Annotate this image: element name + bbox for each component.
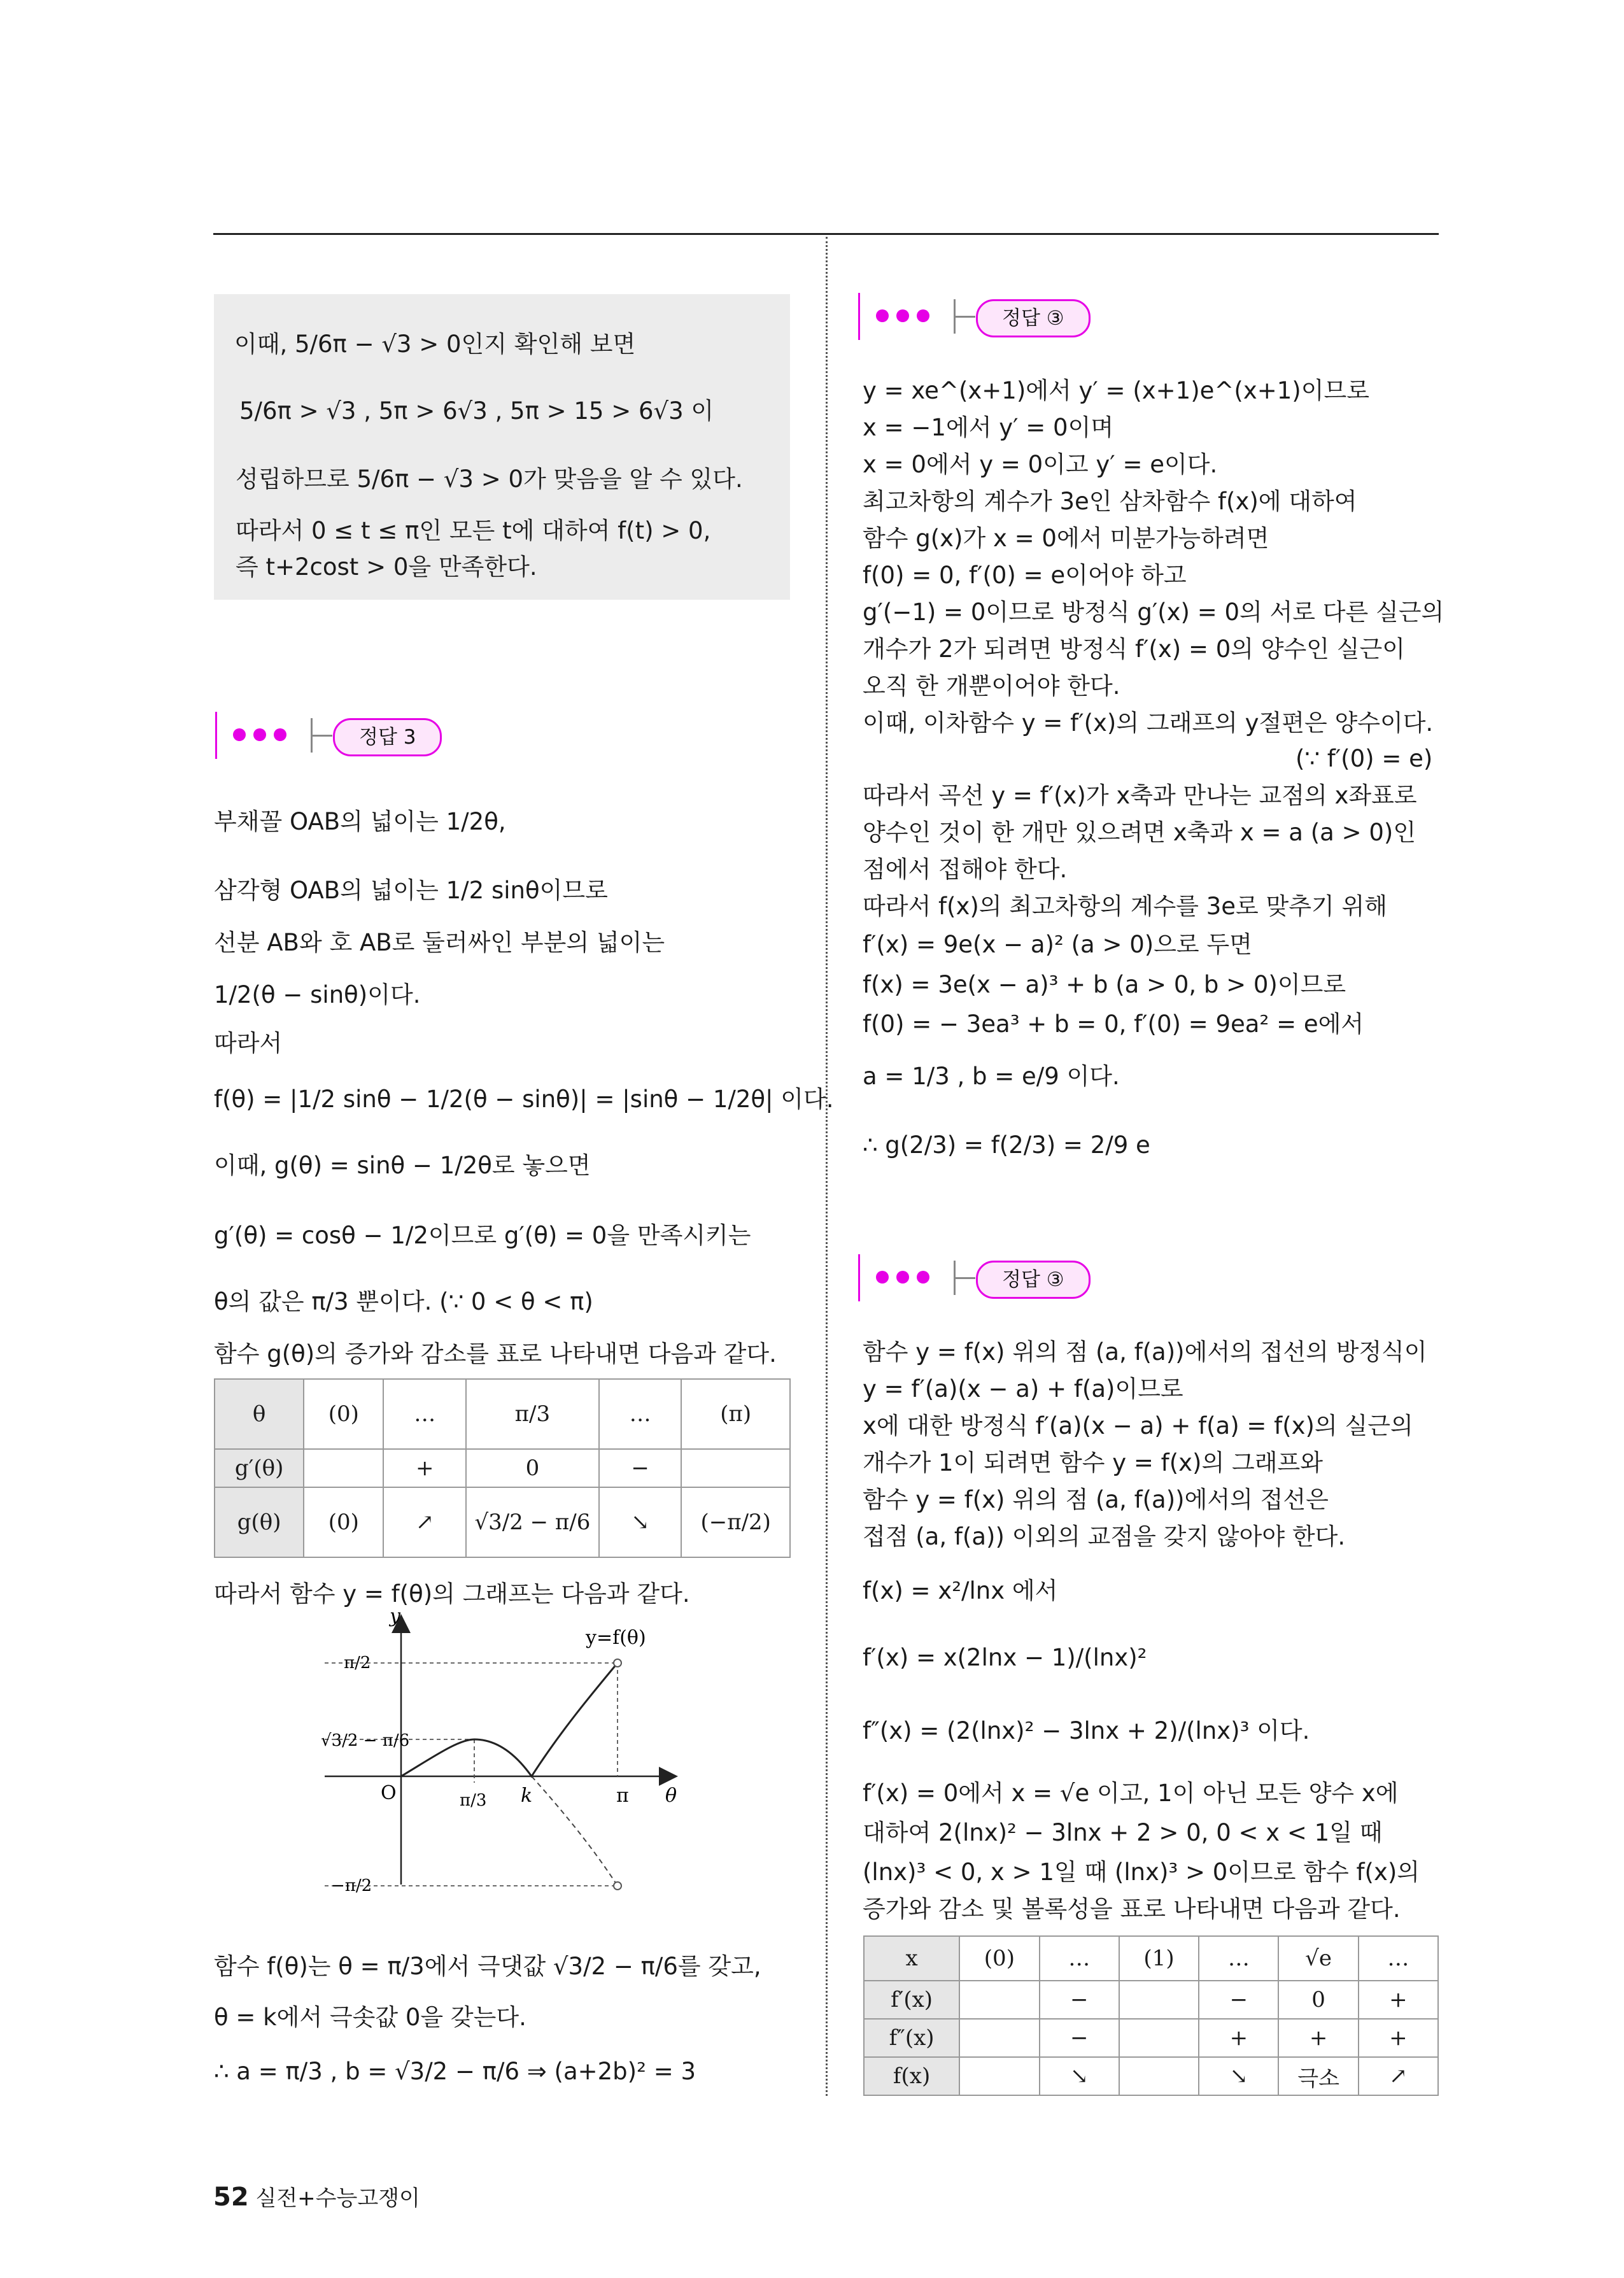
origin-label: O: [381, 1782, 397, 1804]
g-curve-dashed: [532, 1776, 618, 1886]
g-theta-table: [214, 1378, 791, 1558]
table-cell: −: [1040, 2019, 1119, 2057]
solution-line: f′(x) = 9e(x − a)² (a > 0)으로 두면: [863, 931, 1252, 958]
table-cell: θ: [215, 1379, 304, 1449]
table-cell: (π): [681, 1379, 790, 1449]
answer-dot: [917, 309, 929, 322]
answer-connector: [955, 1277, 975, 1279]
solution-line: f(0) = − 3ea³ + b = 0, f′(0) = 9ea² = e에서: [863, 1010, 1364, 1038]
solution-line: 따라서 곡선 y = f′(x)가 x축과 만나는 교점의 x좌표로: [863, 782, 1417, 809]
solution-line-10: 함수 g(θ)의 증가와 감소를 표로 나타내면 다음과 같다.: [214, 1340, 777, 1368]
solution-line: y = xe^(x+1)에서 y′ = (x+1)e^(x+1)이므로: [863, 377, 1369, 404]
table-cell: 극소: [1278, 2057, 1358, 2095]
solution-line: x에 대한 방정식 f′(a)(x − a) + f(a) = f(x)의 실근의: [863, 1412, 1413, 1440]
answer-header-right-1: [858, 293, 1126, 340]
solution-line: 함수 y = f(x) 위의 점 (a, f(a))에서의 접선은: [863, 1486, 1329, 1513]
box-line-1: 이때, 5/6π − √3 > 0인지 확인해 보면: [234, 330, 636, 358]
x-tick-1: π/3: [460, 1791, 487, 1810]
table-row: [864, 1981, 1438, 2019]
box-line-3: 성립하므로 5/6π − √3 > 0가 맞음을 알 수 있다.: [236, 465, 743, 493]
table-cell: …: [1359, 1936, 1438, 1981]
solution-line-2: 삼각형 OAB의 넓이는 1/2 sinθ이므로: [214, 877, 608, 904]
table-cell: [959, 2019, 1039, 2057]
solution-line-8: g′(θ) = cosθ − 1/2이므로 g′(θ) = 0을 만족시키는: [214, 1222, 751, 1249]
table-row: [215, 1379, 790, 1449]
box-line-4: 따라서 0 ≤ t ≤ π인 모든 t에 대하여 f(t) > 0,: [236, 517, 711, 544]
curve-label: y=f(θ): [586, 1627, 646, 1649]
answer-badge: 정답 3: [333, 718, 442, 756]
table-row: [864, 2057, 1438, 2095]
solution-line: g′(−1) = 0이므로 방정식 g′(x) = 0의 서로 다른 실근의: [863, 598, 1444, 626]
conclusion-line-1: 함수 f(θ)는 θ = π/3에서 극댓값 √3/2 − π/6를 갖고,: [214, 1953, 761, 1980]
f-curve: [401, 1663, 618, 1776]
open-endpoint: [614, 1882, 621, 1890]
f-theta-graph: [306, 1604, 700, 1897]
solution-line-7: 이때, g(θ) = sinθ − 1/2θ로 놓으면: [214, 1152, 591, 1179]
table-cell: 0: [466, 1449, 599, 1487]
table-cell: +: [1359, 2019, 1438, 2057]
answer-bar: [858, 1254, 860, 1301]
table-cell: ↗: [383, 1487, 466, 1557]
table-cell: …: [599, 1379, 682, 1449]
answer-badge: 정답 ③: [976, 1261, 1091, 1299]
solution-line: f′(x) = 0에서 x = √e 이고, 1이 아닌 모든 양수 x에: [863, 1779, 1399, 1807]
solution-line: 대하여 2(lnx)² − 3lnx + 2 > 0, 0 < x < 1일 때: [863, 1819, 1383, 1846]
solution-line: 함수 y = f(x) 위의 점 (a, f(a))에서의 접선의 방정식이: [863, 1338, 1427, 1366]
table-row: [864, 2019, 1438, 2057]
answer-dot: [253, 728, 266, 741]
column-separator: [826, 237, 828, 2096]
table-cell: √e: [1278, 1936, 1358, 1981]
table-cell: f(x): [864, 2057, 959, 2095]
solution-line: 오직 한 개뿐이어야 한다.: [863, 672, 1120, 700]
solution-line-6: f(θ) = |1/2 sinθ − 1/2(θ − sinθ)| = |sinθ − 1/2θ| 이다.: [214, 1086, 834, 1113]
table-cell: 0: [1278, 1981, 1358, 2019]
conclusion-line-2: θ = k에서 극솟값 0을 갖는다.: [214, 2004, 526, 2031]
axis-label-y: y: [390, 1605, 400, 1627]
table-cell: [1119, 2019, 1199, 2057]
table-cell: +: [383, 1449, 466, 1487]
axis-label-x: θ: [665, 1785, 677, 1807]
solution-line: 개수가 2가 되려면 방정식 f′(x) = 0의 양수인 실근이: [863, 635, 1405, 663]
answer-dot: [896, 309, 909, 322]
table-cell: [1119, 2057, 1199, 2095]
table-cell: ↗: [1359, 2057, 1438, 2095]
table-cell: +: [1359, 1981, 1438, 2019]
table-cell: [304, 1449, 383, 1487]
conclusion-line-3: ∴ a = π/3 , b = √3/2 − π/6 ⇒ (a+2b)² = 3: [214, 2058, 696, 2085]
table-cell: g(θ): [215, 1487, 304, 1557]
table-cell: (0): [959, 1936, 1039, 1981]
answer-connector: [312, 735, 332, 737]
solution-line: 함수 g(x)가 x = 0에서 미분가능하려면: [863, 525, 1269, 552]
solution-line: a = 1/3 , b = e/9 이다.: [863, 1063, 1120, 1090]
solution-line-5: 따라서: [214, 1029, 283, 1057]
solution-line: ∴ g(2/3) = f(2/3) = 2/9 e: [863, 1131, 1150, 1159]
answer-bar: [215, 712, 217, 759]
x-tick-pi: π: [616, 1785, 629, 1807]
solution-line-9: θ의 값은 π/3 뿐이다. (∵ 0 < θ < π): [214, 1288, 593, 1315]
table-cell: ↘: [599, 1487, 682, 1557]
solution-line: x = 0에서 y = 0이고 y′ = e이다.: [863, 451, 1218, 478]
table-cell: (1): [1119, 1936, 1199, 1981]
fx-table: [863, 1935, 1439, 2096]
solution-line: 이때, 이차함수 y = f′(x)의 그래프의 y절편은 양수이다.: [863, 709, 1434, 737]
table-cell: …: [1199, 1936, 1278, 1981]
box-line-5: 즉 t+2cost > 0을 만족한다.: [236, 553, 537, 581]
y-tick-top: π/2: [344, 1653, 371, 1673]
solution-line: 증가와 감소 및 볼록성을 표로 나타내면 다음과 같다.: [863, 1895, 1401, 1923]
solution-line: f″(x) = (2(lnx)² − 3lnx + 2)/(lnx)³ 이다.: [863, 1717, 1310, 1744]
table-cell: f″(x): [864, 2019, 959, 2057]
table-cell: −: [1040, 1981, 1119, 2019]
solution-line: 접점 (a, f(a)) 이외의 교점을 갖지 않아야 한다.: [863, 1523, 1346, 1550]
solution-line: (∵ f′(0) = e): [1296, 745, 1433, 772]
table-row: [215, 1487, 790, 1557]
table-cell: [959, 2057, 1039, 2095]
book-title: 실전+수능고쟁이: [255, 2186, 420, 2211]
box-line-2: 5/6π > √3 , 5π > 6√3 , 5π > 15 > 6√3 이: [239, 397, 714, 425]
table-cell: (0): [304, 1379, 383, 1449]
solution-line: 점에서 접해야 한다.: [863, 856, 1068, 883]
answer-bar: [858, 293, 860, 340]
y-tick-mid: √3/2 − π/6: [321, 1731, 410, 1750]
answer-dot: [876, 309, 889, 322]
page-footer: [213, 2181, 420, 2212]
solution-line: 양수인 것이 한 개만 있으려면 x축과 x = a (a > 0)인: [863, 819, 1416, 846]
solution-line: (lnx)³ < 0, x > 1일 때 (lnx)³ > 0이므로 함수 f(x)의: [863, 1858, 1420, 1886]
solution-line: y = f′(a)(x − a) + f(a)이므로: [863, 1375, 1183, 1403]
table-cell: (0): [304, 1487, 383, 1557]
table-cell: g′(θ): [215, 1449, 304, 1487]
table-cell: π/3: [466, 1379, 599, 1449]
y-tick-bottom: −π/2: [331, 1876, 372, 1895]
solution-line: 개수가 1이 되려면 함수 y = f(x)의 그래프와: [863, 1449, 1323, 1476]
graph-intro: 따라서 함수 y = f(θ)의 그래프는 다음과 같다.: [214, 1580, 690, 1608]
table-cell: x: [864, 1936, 959, 1981]
answer-dot: [896, 1271, 909, 1284]
table-cell: …: [383, 1379, 466, 1449]
table-row: [864, 1936, 1438, 1981]
table-cell: −: [599, 1449, 682, 1487]
table-cell: f′(x): [864, 1981, 959, 2019]
table-cell: √3/2 − π/6: [466, 1487, 599, 1557]
solution-line: f(x) = 3e(x − a)³ + b (a > 0, b > 0)이므로: [863, 971, 1346, 998]
answer-header-left: [215, 712, 483, 759]
answer-badge: 정답 ③: [976, 299, 1091, 337]
answer-header-right-2: [858, 1254, 1126, 1301]
table-cell: [681, 1449, 790, 1487]
solution-line: f(x) = x²/lnx 에서: [863, 1577, 1058, 1604]
table-cell: [1119, 1981, 1199, 2019]
table-cell: ↘: [1199, 2057, 1278, 2095]
table-row: [215, 1449, 790, 1487]
answer-dot: [876, 1271, 889, 1284]
answer-dot: [274, 728, 286, 741]
solution-line: f(0) = 0, f′(0) = e이어야 하고: [863, 562, 1187, 589]
answer-dot: [917, 1271, 929, 1284]
table-cell: +: [1199, 2019, 1278, 2057]
x-tick-k: k: [521, 1785, 533, 1807]
solution-line: 따라서 f(x)의 최고차항의 계수를 3e로 맞추기 위해: [863, 893, 1388, 920]
table-cell: ↘: [1040, 2057, 1119, 2095]
solution-line: 최고차항의 계수가 3e인 삼차함수 f(x)에 대하여: [863, 488, 1357, 515]
solution-line: x = −1에서 y′ = 0이며: [863, 414, 1114, 441]
top-rule: [213, 233, 1439, 235]
table-cell: +: [1278, 2019, 1358, 2057]
table-cell: …: [1040, 1936, 1119, 1981]
table-cell: [959, 1981, 1039, 2019]
solution-line: f′(x) = x(2lnx − 1)/(lnx)²: [863, 1644, 1147, 1671]
table-cell: (−π/2): [681, 1487, 790, 1557]
page-number: 52: [213, 2182, 249, 2212]
answer-dot: [233, 728, 246, 741]
answer-connector: [955, 316, 975, 318]
solution-line-1: 부채꼴 OAB의 넓이는 1/2θ,: [214, 808, 506, 835]
solution-line-4: 1/2(θ − sinθ)이다.: [214, 981, 421, 1008]
table-cell: −: [1199, 1981, 1278, 2019]
solution-line-3: 선분 AB와 호 AB로 둘러싸인 부분의 넓이는: [214, 929, 665, 956]
open-endpoint: [614, 1659, 621, 1667]
